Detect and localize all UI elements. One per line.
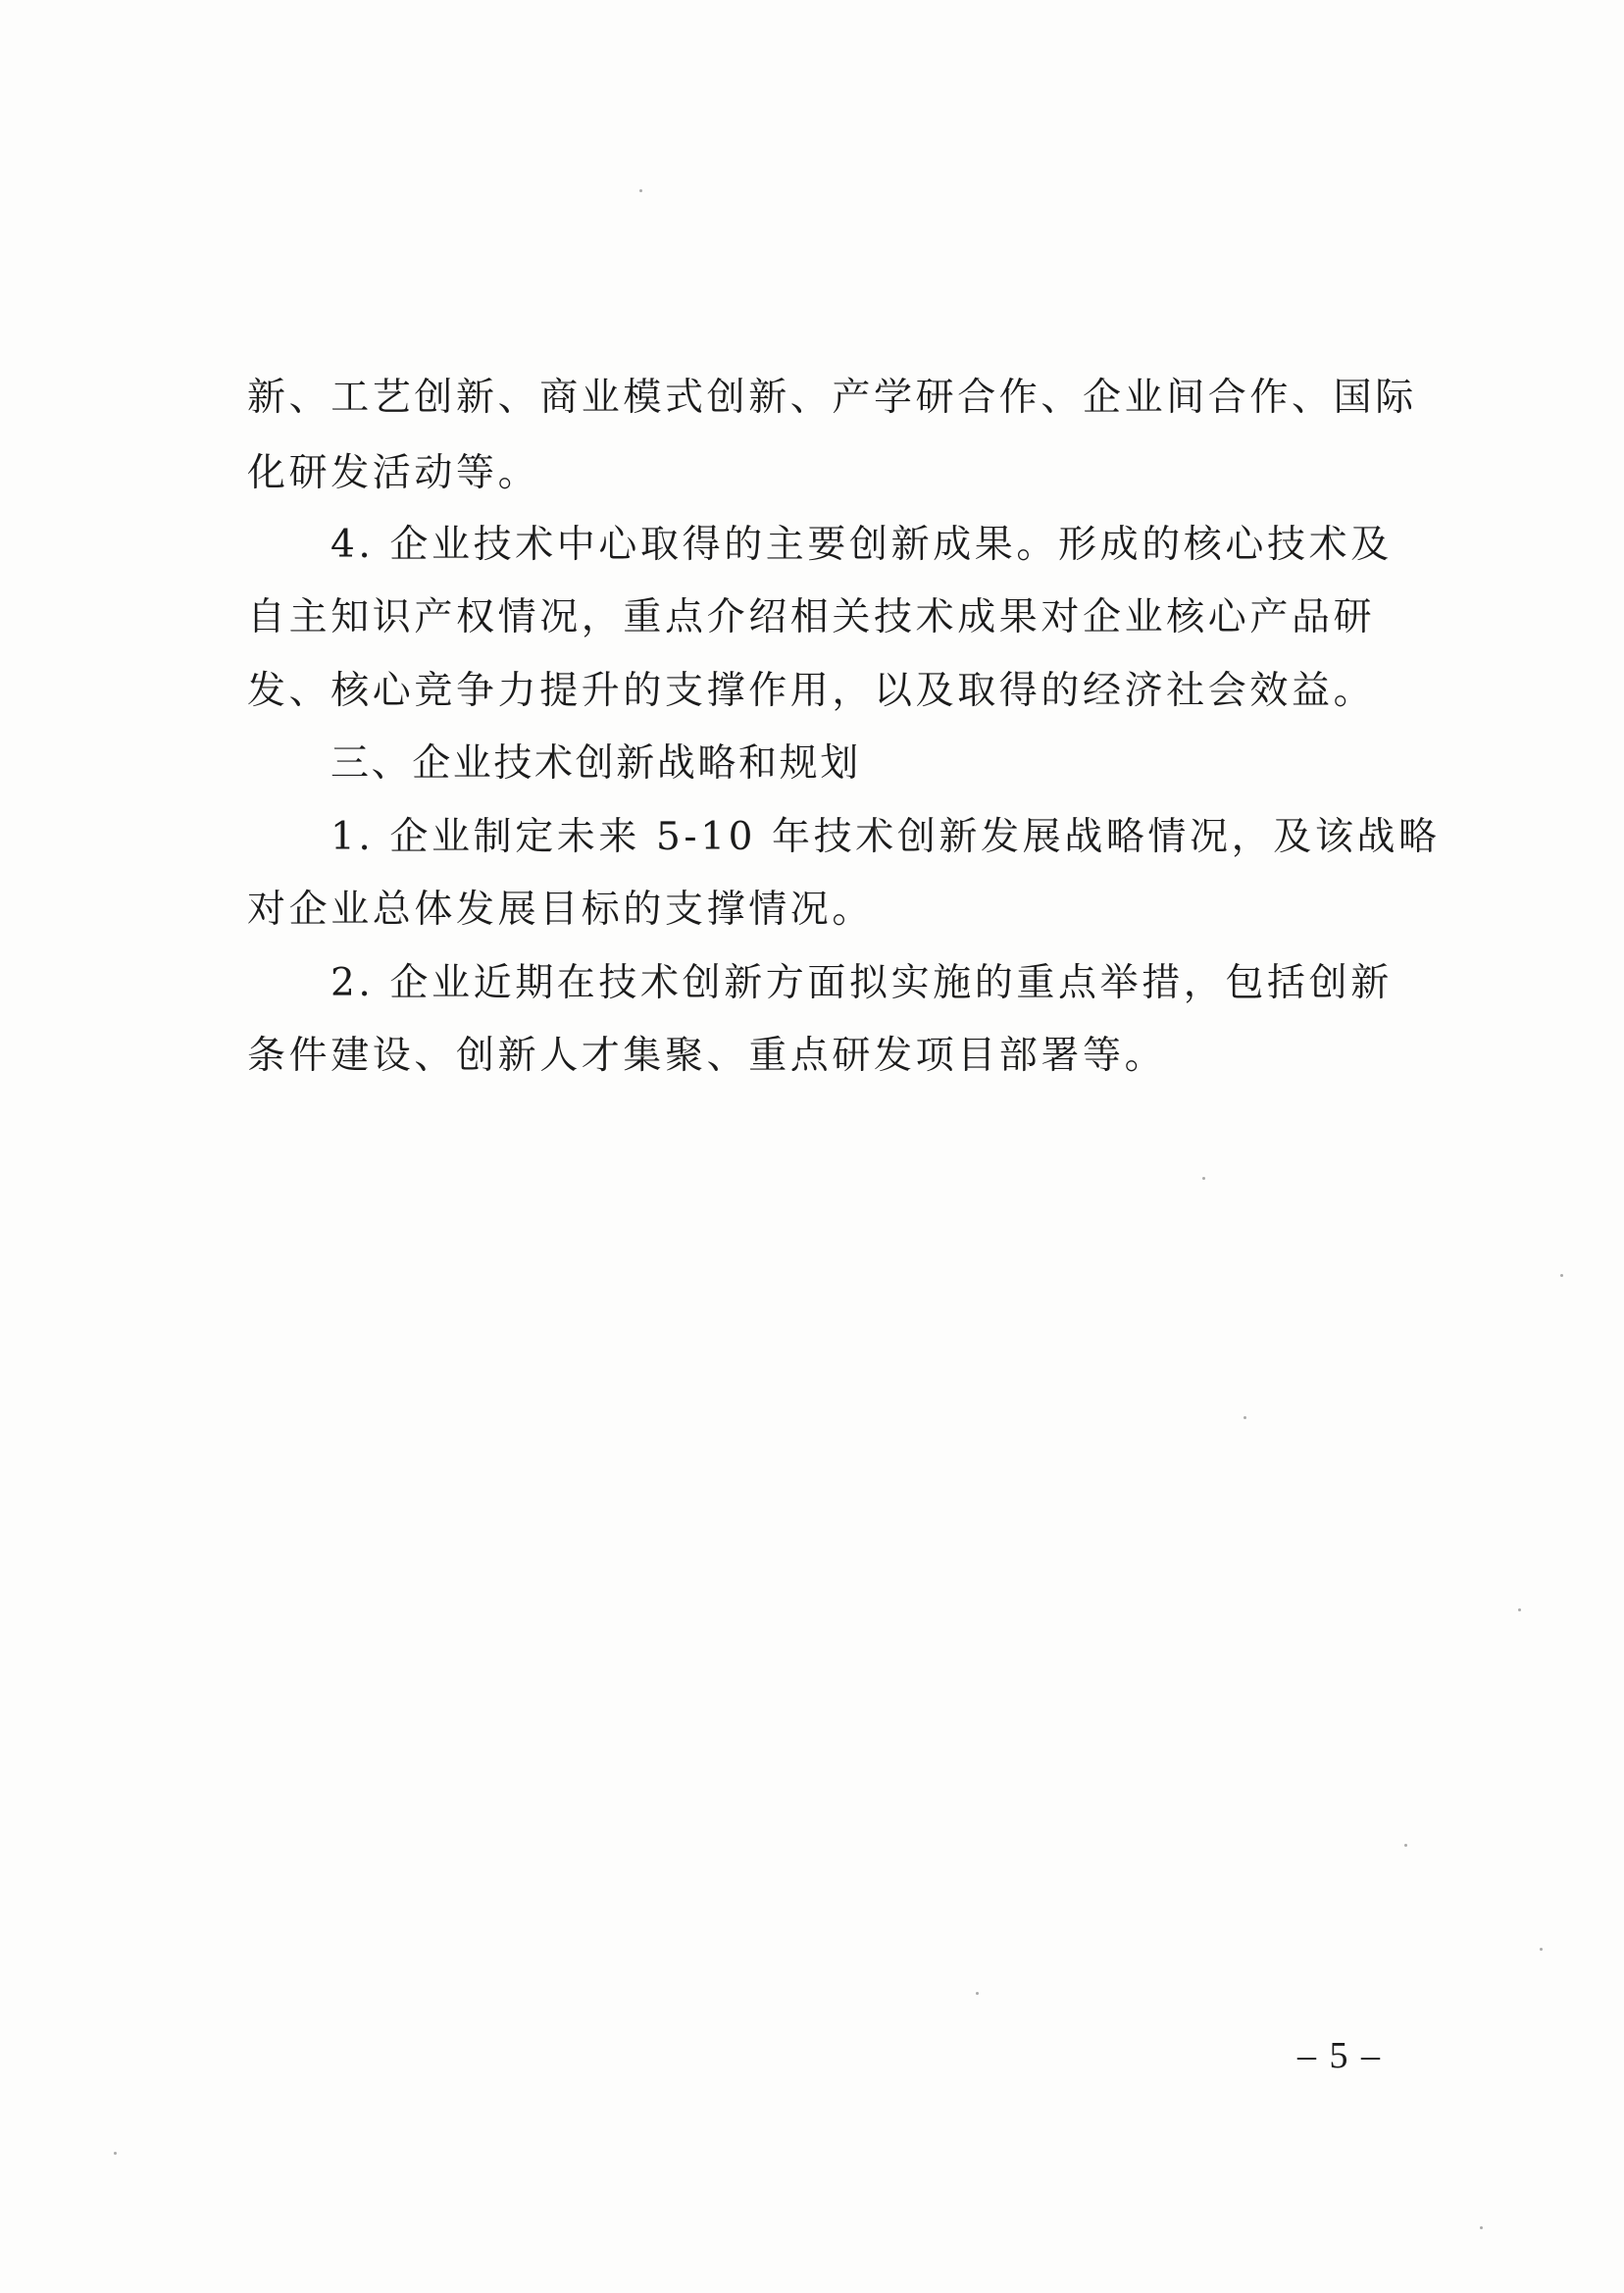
paragraph-line: 1. 企业制定未来 5-10 年技术创新发展战略情况，及该战略 (330, 815, 1441, 859)
scan-speck (1404, 1844, 1407, 1847)
page-number: – 5 – (1297, 2035, 1382, 2076)
scan-speck (1243, 1416, 1246, 1419)
paragraph-line: 条件建设、创新人才集聚、重点研发项目部署等。 (247, 1034, 1167, 1078)
scan-speck (1560, 1274, 1563, 1277)
scan-speck (1202, 1177, 1205, 1180)
paragraph-line: 对企业总体发展目标的支撑情况。 (247, 888, 875, 932)
scan-speck (1518, 1608, 1521, 1611)
paragraph-line: 发、核心竞争力提升的支撑作用，以及取得的经济社会效益。 (247, 669, 1376, 713)
paragraph-line: 新、工艺创新、商业模式创新、产学研合作、企业间合作、国际 (247, 376, 1417, 420)
paragraph-line: 4. 企业技术中心取得的主要创新成果。形成的核心技术及 (330, 523, 1393, 567)
scan-speck (976, 1992, 979, 1995)
paragraph-line: 化研发活动等。 (247, 451, 540, 495)
paragraph-line: 自主知识产权情况，重点介绍相关技术成果对企业核心产品研 (247, 595, 1376, 639)
scan-speck (639, 189, 642, 192)
paragraph-line: 2. 企业近期在技术创新方面拟实施的重点举措，包括创新 (330, 961, 1393, 1005)
section-heading: 三、企业技术创新战略和规划 (330, 741, 861, 786)
scan-speck (114, 2152, 117, 2155)
scan-speck (1480, 2226, 1483, 2229)
scan-speck (1540, 1948, 1543, 1951)
